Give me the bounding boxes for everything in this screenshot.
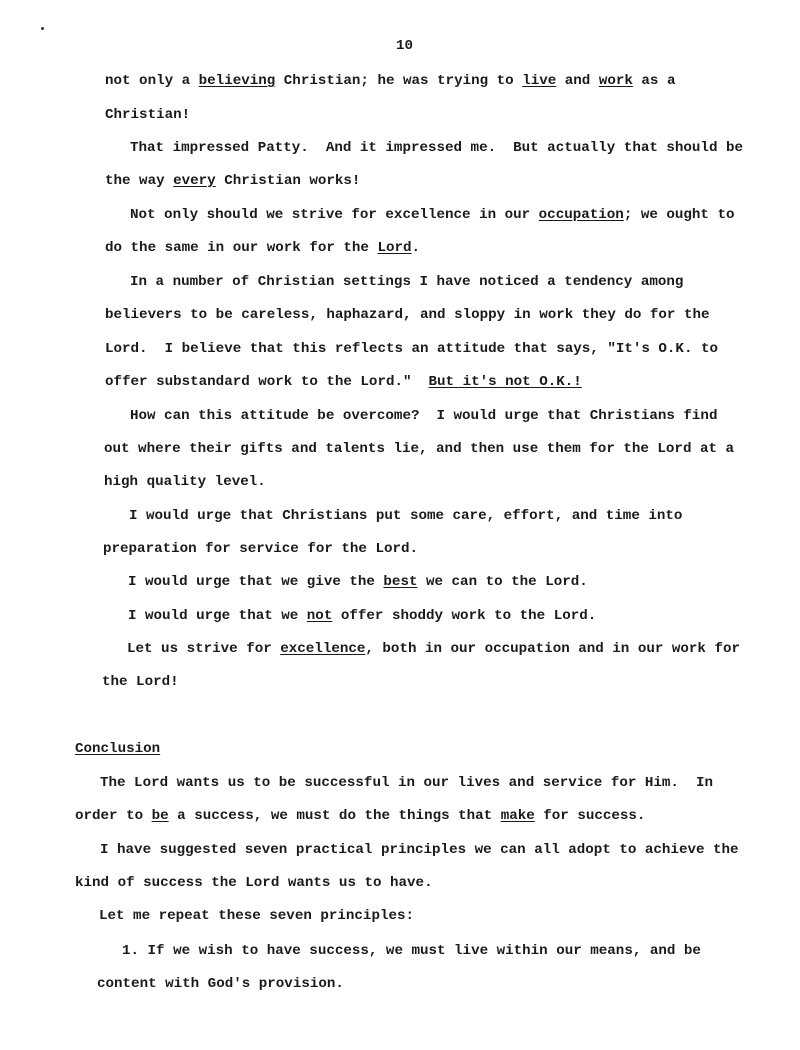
underlined-word: best: [383, 574, 418, 590]
text-run: a success, we must do the things that: [168, 808, 501, 824]
underlined-word: work: [598, 73, 633, 89]
text-line: [130, 206, 735, 224]
text-line: [105, 373, 582, 391]
text-run: Christian; he was trying to: [275, 73, 523, 89]
list-item-text: 1. If we wish to have success, we must live within our means, and be: [122, 943, 701, 959]
text-line: [75, 807, 645, 825]
text-line: Let me repeat these seven principles:: [99, 908, 415, 924]
text-line: [127, 640, 740, 658]
text-line: the Lord!: [102, 674, 179, 690]
text-run: , both in our occupation and in our work for: [365, 641, 741, 657]
text-run: for success.: [534, 808, 646, 824]
text-line: The Lord wants us to be successful in our lives and service for Him. In: [100, 775, 713, 791]
text-line: I would urge that Christians put some care, effort, and time into: [129, 508, 683, 524]
underlined-word: excellence: [280, 641, 366, 657]
text-line: That impressed Patty. And it impressed me. But actually that should be: [130, 140, 743, 156]
text-line: Christian!: [105, 107, 191, 123]
underlined-word: occupation: [538, 207, 624, 223]
text-line: [128, 573, 588, 591]
underlined-word: Lord: [377, 240, 412, 256]
text-run: ; we ought to: [623, 207, 735, 223]
text-run: do the same in our work for the: [105, 240, 378, 256]
underlined-word: live: [522, 73, 557, 89]
list-item-text: content with God's provision.: [97, 976, 344, 992]
underlined-word: be: [151, 808, 169, 824]
text-run: we can to the Lord.: [417, 574, 588, 590]
text-run: I would urge that we give the: [128, 574, 384, 590]
text-run: .: [411, 240, 421, 256]
underlined-word: every: [173, 173, 216, 189]
underlined-word: make: [500, 808, 535, 824]
text-run: not only a: [105, 73, 199, 89]
text-run: as a: [632, 73, 676, 89]
text-line: high quality level.: [104, 474, 266, 490]
text-line: [128, 607, 596, 625]
underlined-word: believing: [198, 73, 276, 89]
text-line: kind of success the Lord wants us to have.: [75, 875, 433, 891]
text-run: offer shoddy work to the Lord.: [332, 608, 597, 624]
text-run: Let us strive for: [127, 641, 281, 657]
text-line: [105, 172, 360, 190]
text-run: I would urge that we: [128, 608, 307, 624]
text-line: In a number of Christian settings I have noticed a tendency among: [130, 274, 684, 290]
underlined-word: not: [306, 608, 333, 624]
text-line: [105, 72, 675, 90]
text-line: Lord. I believe that this reflects an attitude that says, "It's O.K. to: [105, 341, 718, 357]
text-line: How can this attitude be overcome? I would urge that Christians find: [130, 408, 718, 424]
text-line: [105, 239, 420, 257]
stray-mark: [41, 27, 44, 30]
text-line: out where their gifts and talents lie, and then use them for the Lord at a: [104, 441, 735, 457]
underlined-phrase: But it's not O.K.!: [428, 374, 582, 390]
text-run: and: [556, 73, 599, 89]
text-run: order to: [75, 808, 152, 824]
text-run: Christian works!: [215, 173, 361, 189]
text-line: preparation for service for the Lord.: [103, 541, 419, 557]
page-number: 10: [396, 38, 414, 54]
section-heading: Conclusion: [75, 741, 161, 757]
text-line: believers to be careless, haphazard, and sloppy in work they do for the: [105, 307, 710, 323]
text-run: Not only should we strive for excellence in our: [130, 207, 539, 223]
text-run: the way: [105, 173, 174, 189]
text-run: offer substandard work to the Lord.": [105, 374, 429, 390]
text-line: I have suggested seven practical principles we can all adopt to achieve the: [100, 842, 739, 858]
